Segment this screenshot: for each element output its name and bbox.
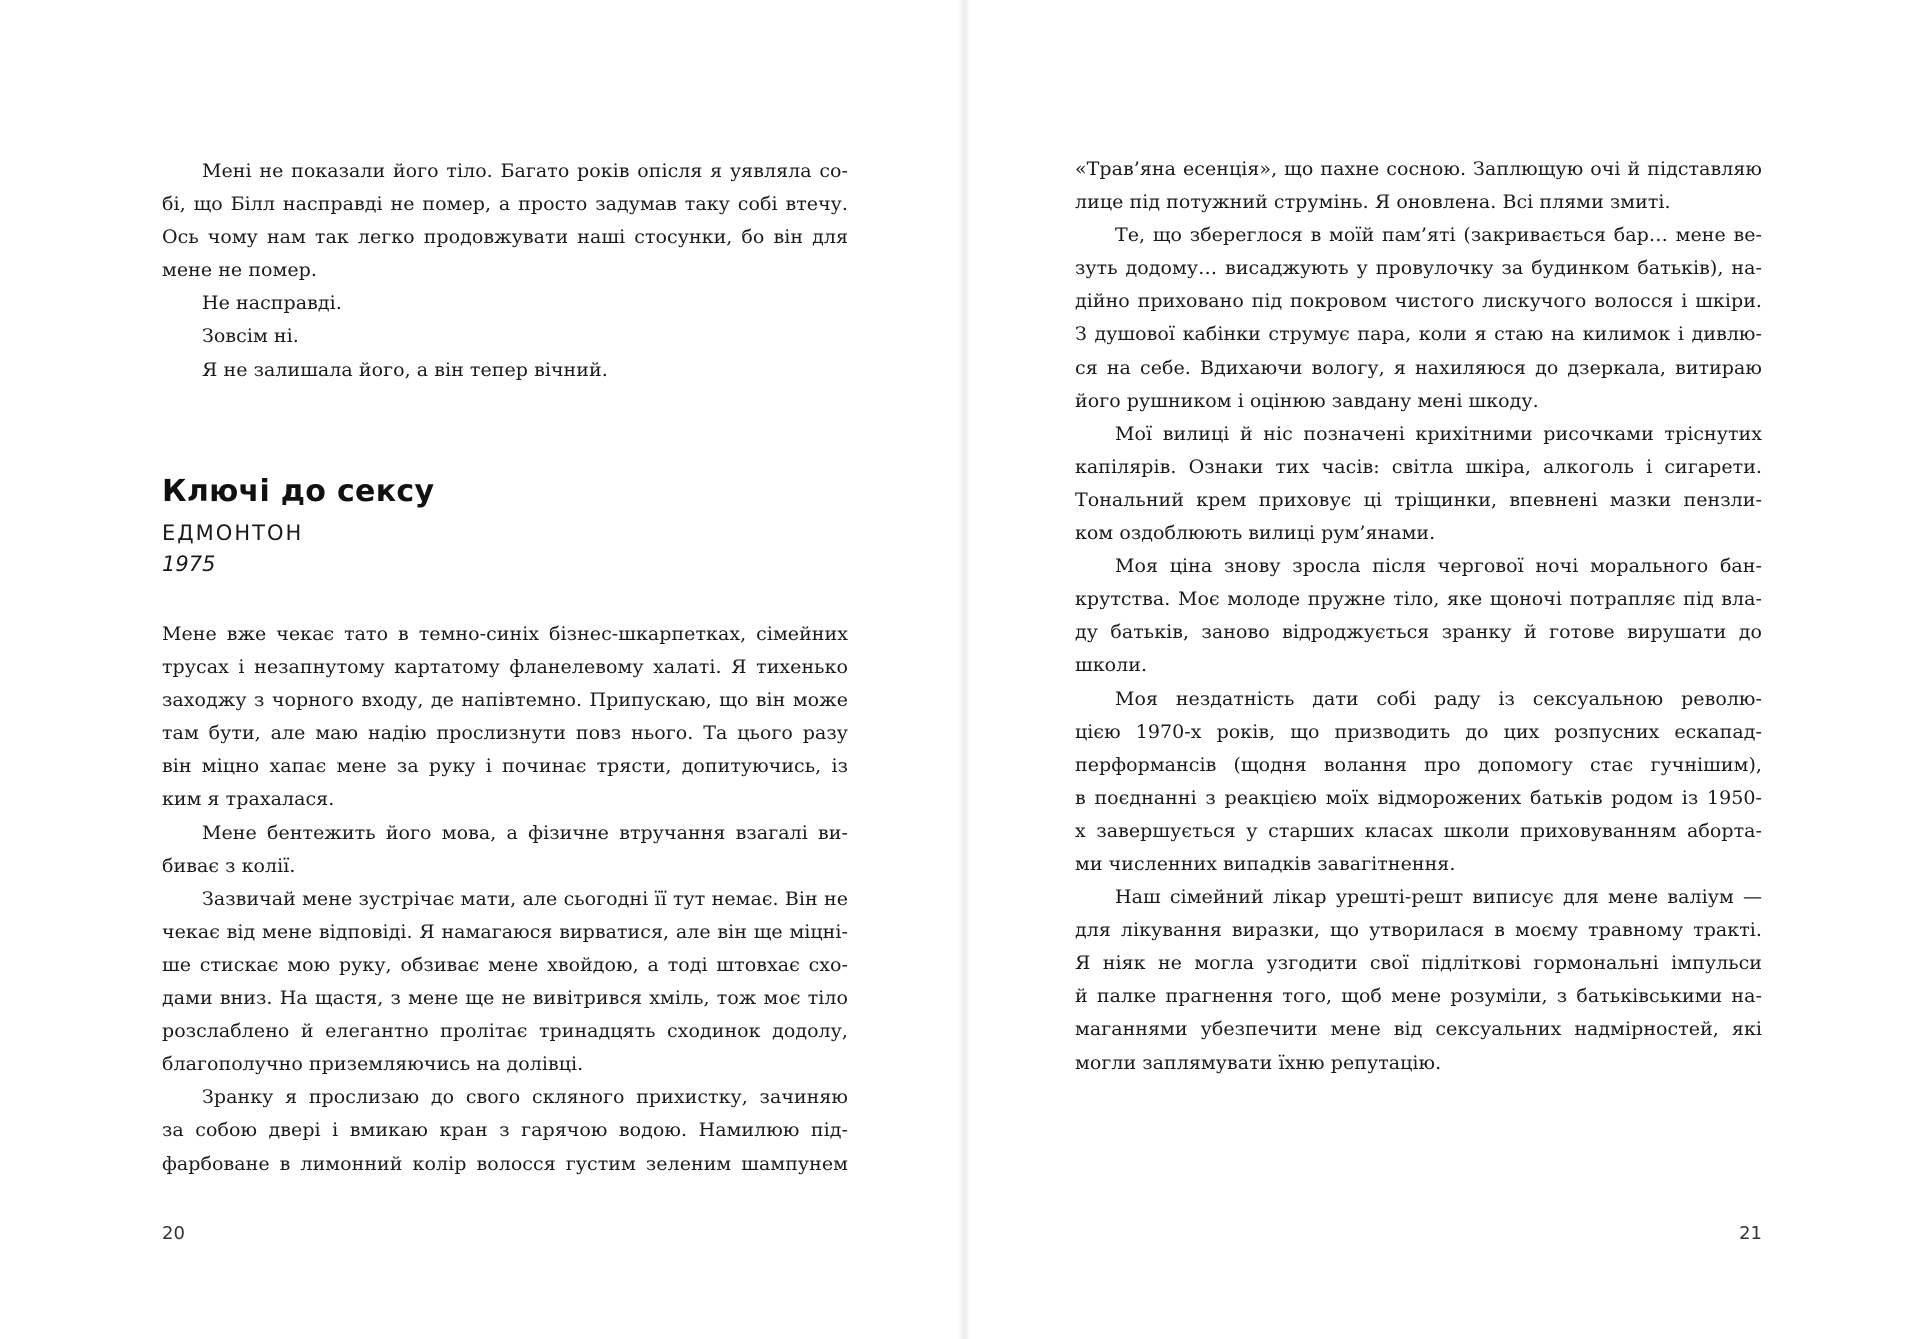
- text-line: Мені не показали його тіло. Багато років опісля я уявляла со-: [202, 160, 848, 182]
- text-line: Зазвичай мене зустрічає мати, але сьогодні її тут немає. Він не: [202, 887, 848, 910]
- text-line: Зовсім ні.: [202, 325, 299, 348]
- text-line: ми численних випадків завагітнення.: [1075, 852, 1456, 875]
- text-line: й палке прагнення того, щоб мене розуміли, з батьківськими на-: [1075, 985, 1762, 1008]
- text-line: для лікування виразки, що утворилася в моєму травному тракті.: [1075, 919, 1762, 942]
- text-line: «Трав’яна есенція», що пахне сосною. Заплющую очі й підставляю: [1075, 158, 1762, 180]
- text-line: він міцно хапає мене за руку і починає трясти, допитуючись, із: [162, 755, 848, 778]
- page-number-left: 20: [162, 1223, 185, 1244]
- text-line: Моя ціна знову зросла після чергової ночі морального бан-: [1115, 555, 1762, 578]
- text-line: крутства. Моє молоде пружне тіло, яке щоночі потрапляє під вла-: [1075, 588, 1762, 611]
- text-line: цією 1970-х років, що призводить до цих розпусних ескапад-: [1075, 720, 1762, 743]
- text-line: З душової кабінки струмує пара, коли я стаю на килимок і дивлю-: [1075, 323, 1762, 346]
- text-line: Зранку я прослизаю до свого скляного прихистку, зачиняю: [202, 1086, 848, 1109]
- text-line: його рушником і оцінюю завдану мені шкоду.: [1075, 389, 1539, 412]
- text-line: дійно приховано під покровом чистого лискучого волосся і шкіри.: [1075, 290, 1762, 313]
- book-gutter: [958, 0, 970, 1339]
- text-line: чекає від мене відповіді. Я намагаюся вирватися, але він ще міцні-: [162, 920, 848, 943]
- text-line: Тональний крем приховує ці тріщинки, впевнені мазки пензли-: [1075, 488, 1762, 511]
- text-line: маганнями убезпечити мене від сексуальних надмірностей, які: [1075, 1018, 1762, 1041]
- right-page: [1075, 0, 1762, 1339]
- text-line: благополучно приземляючись на долівці.: [162, 1053, 584, 1076]
- left-page: [162, 0, 848, 1339]
- chapter-place: ЕДМОНТОН: [162, 521, 304, 545]
- text-line: заходжу з чорного входу, де напівтемно. Припускаю, що він може: [162, 689, 848, 712]
- text-line: бі, що Білл насправді не помер, а просто задумав таку собі втечу.: [162, 193, 848, 216]
- text-line: Не насправді.: [202, 292, 342, 315]
- text-line: Мої вилиці й ніс позначені крихітними рисочками тріснутих: [1115, 422, 1762, 445]
- right-body-text: [1075, 153, 1762, 1080]
- text-line: Мене бентежить його мова, а фізичне втручання взагалі ви-: [202, 821, 848, 844]
- text-line: Моя нездатність дати собі раду із сексуальною револю-: [1115, 687, 1762, 710]
- text-line: перформансів (щодня волання про допомогу стає гучнішим),: [1075, 753, 1762, 776]
- text-line: Ось чому нам так легко продовжувати наші стосунки, бо він для: [162, 226, 848, 249]
- text-line: ше стискає мою руку, обзиває мене хвойдою, а тоді штовхає схо-: [162, 953, 848, 976]
- text-line: за собою двері і вмикаю кран з гарячою водою. Намилюю під-: [162, 1119, 848, 1142]
- text-line: могли заплямувати їхню репутацію.: [1075, 1051, 1442, 1074]
- text-line: Наш сімейний лікар урешті-решт виписує для мене валіум —: [1115, 886, 1762, 909]
- text-line: в поєднанні з реакцією моїх відморожених батьків родом із 1950-: [1075, 786, 1762, 809]
- text-line: там бути, але маю надію прослизнути повз нього. Та цього разу: [162, 722, 848, 745]
- text-line: Те, що збереглося в моїй пам’яті (закривається бар… мене ве-: [1115, 224, 1762, 247]
- left-opening-text: [162, 155, 848, 387]
- text-line: дами вниз. На щастя, з мене ще не вивітрився хміль, тож моє тіло: [162, 987, 848, 1010]
- text-line: ся на себе. Вдихаючи вологу, я нахиляюся до дзеркала, витираю: [1075, 356, 1762, 379]
- text-line: ком оздоблюють вилиці рум’янами.: [1075, 522, 1436, 545]
- text-line: х завершується у старших класах школи приховуванням аборта-: [1075, 819, 1762, 842]
- text-line: фарбоване в лимонний колір волосся густим зеленим шампунем: [162, 1152, 848, 1175]
- text-line: трусах і незапнутому картатому фланелевому халаті. Я тихенько: [162, 656, 848, 679]
- text-line: лице під потужний струмінь. Я оновлена. Всі плями змиті.: [1075, 191, 1671, 214]
- text-line: биває з колії.: [162, 854, 296, 877]
- text-line: капілярів. Ознаки тих часів: світла шкіра, алкоголь і сигарети.: [1075, 455, 1762, 478]
- chapter-year: 1975: [162, 552, 216, 576]
- text-line: Я ніяк не могла узгодити свої підліткові гормональні імпульси: [1075, 952, 1762, 975]
- text-line: школи.: [1075, 654, 1148, 677]
- left-body-text: [162, 618, 848, 1181]
- text-line: розслаблено й елегантно пролітає тринадцять сходинок додолу,: [162, 1020, 848, 1043]
- text-line: ким я трахалася.: [162, 788, 335, 811]
- text-line: ду батьків, заново відроджується зранку й готове вирушати до: [1075, 621, 1762, 644]
- text-line: зуть додому… висаджують у провулочку за будинком батьків), на-: [1075, 257, 1762, 280]
- page-number-right: 21: [1739, 1223, 1762, 1244]
- text-line: мене не помер.: [162, 259, 317, 282]
- text-line: Я не залишала його, а він тепер вічний.: [202, 358, 608, 381]
- chapter-title: Ключі до сексу: [162, 474, 435, 509]
- text-line: Мене вже чекає тато в темно-синіх бізнес-шкарпетках, сімейних: [162, 623, 848, 645]
